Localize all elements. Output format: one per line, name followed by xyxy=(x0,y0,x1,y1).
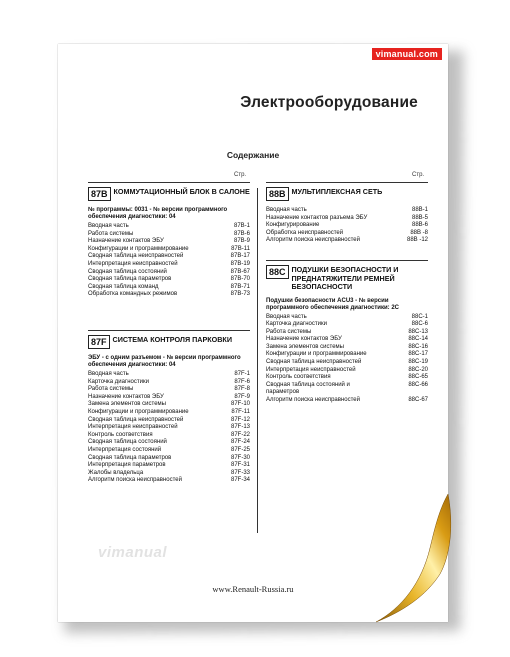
toc-entry xyxy=(88,223,250,231)
toc-entry-page: 88C-6 xyxy=(411,321,428,328)
toc-entry-page: 88C-19 xyxy=(408,359,428,366)
page-column-label-left: Стр. xyxy=(234,172,247,178)
toc-entry-label: Сводная таблица неисправностей xyxy=(88,416,184,423)
toc-entry-label: Сводная таблица команд xyxy=(88,283,159,290)
toc-entry-page: 88C-67 xyxy=(408,397,428,404)
toc-entry-label: Сводная таблица неисправностей xyxy=(88,253,184,260)
toc-entry-label: Обработка неисправностей xyxy=(266,229,344,236)
toc-entry-page: 88B -12 xyxy=(406,237,428,244)
toc-entry-label: Конфигурации и программирование xyxy=(266,351,367,358)
toc-entry-label: Контроль соответствия xyxy=(88,431,153,438)
toc-entry-label: Сводная таблица параметров xyxy=(88,276,172,283)
toc-entry-label: Вводная часть xyxy=(266,207,307,213)
toc-entry xyxy=(88,238,250,246)
toc-entry-page: 87F-11 xyxy=(231,408,250,415)
toc-entry-page: 87B-9 xyxy=(233,238,250,245)
toc-entry xyxy=(266,336,428,344)
toc-entry xyxy=(88,424,250,432)
toc-entry-page: 87F-30 xyxy=(230,454,250,461)
toc-entry xyxy=(266,351,428,359)
watermark-bottom: vimanual xyxy=(98,544,168,561)
toc-entry-page: 88C-20 xyxy=(408,366,428,373)
section-rule xyxy=(88,182,250,183)
section-88c xyxy=(266,260,428,405)
toc-entry-page: 87B-73 xyxy=(230,291,250,298)
section-87b xyxy=(88,182,250,299)
section-subtitle: Подушки безопасности ACU3 - № версии программного обеспечения диагностики: 2C xyxy=(266,297,399,311)
toc-entry-label: Контроль соответствия xyxy=(266,374,331,381)
toc-entry-page: 87B-11 xyxy=(231,245,250,252)
toc-entry-page: 87B-71 xyxy=(230,283,250,290)
toc-entry xyxy=(266,359,428,367)
toc-entry-page: 88C-17 xyxy=(408,351,428,358)
section-rule xyxy=(266,260,428,261)
toc-entry-page: 87F-31 xyxy=(230,462,250,469)
toc-entry-label: Сводная таблица состояний и параметров xyxy=(266,381,350,396)
toc-entry-label: Замена элементов системы xyxy=(88,401,166,408)
toc-entry-label: Конфигурации и программирование xyxy=(88,245,189,252)
toc-list xyxy=(88,371,250,485)
toc-entry xyxy=(266,237,428,245)
toc-entry xyxy=(88,462,250,470)
toc-entry-label: Вводная часть xyxy=(266,313,307,320)
toc-entry-page: 88B-1 xyxy=(411,207,428,213)
toc-entry xyxy=(88,409,250,417)
toc-entry xyxy=(88,231,250,239)
toc-entry xyxy=(88,439,250,447)
toc-entry-label: Конфигурации и программирование xyxy=(88,408,189,415)
toc-entry-page: 87F-10 xyxy=(230,401,250,408)
toc-list xyxy=(266,207,428,245)
document-title: Электрооборудование xyxy=(240,94,418,111)
section-code: 87B xyxy=(88,187,111,201)
toc-entry xyxy=(88,394,250,402)
toc-entry-label: Обработка командных режимов xyxy=(88,291,178,298)
toc-entry-page: 87F-25 xyxy=(230,446,250,453)
toc-entry-page: 88C-65 xyxy=(408,374,428,381)
section-title: МУЛЬТИПЛЕКСНАЯ СЕТЬ xyxy=(291,187,383,196)
toc-entry xyxy=(88,261,250,269)
toc-entry-label: Сводная таблица состояний xyxy=(88,439,167,446)
toc-entry xyxy=(88,401,250,409)
section-rule xyxy=(266,182,428,183)
toc-entry-page: 87B-67 xyxy=(230,268,250,275)
toc-entry-page: 88B-5 xyxy=(411,214,428,221)
toc-title: Содержание xyxy=(226,150,280,160)
toc-entry-label: Конфигурирование xyxy=(266,222,320,229)
page-column-label-right: Стр. xyxy=(412,172,425,178)
section-title: ПОДУШКИ БЕЗОПАСНОСТИ И ПРЕДНАТЯЖИТЕЛИ РЕМНЕЙ БЕЗОПАСНОСТИ xyxy=(291,265,399,291)
toc-entry xyxy=(88,291,250,299)
toc-entry-label: Интерпретация состояний xyxy=(88,446,162,453)
toc-entry xyxy=(266,329,428,337)
toc-entry-label: Алгоритм поиска неисправностей xyxy=(266,237,360,244)
toc-entry xyxy=(266,382,428,397)
toc-entry xyxy=(266,397,428,405)
toc-entry-label: Назначение контактов ЭБУ xyxy=(88,393,164,400)
toc-entry-page: 87B-17 xyxy=(230,253,250,260)
toc-entry xyxy=(266,314,428,322)
toc-entry xyxy=(266,367,428,375)
toc-entry xyxy=(266,374,428,382)
toc-entry-page: 87F-33 xyxy=(230,469,250,476)
toc-entry xyxy=(88,477,250,485)
toc-entry xyxy=(88,269,250,277)
toc-entry-page: 87B-1 xyxy=(233,223,250,229)
toc-entry-label: Работа системы xyxy=(266,328,312,335)
column-divider xyxy=(257,188,258,533)
toc-entry xyxy=(88,253,250,261)
toc-list xyxy=(88,223,250,299)
section-subtitle: № программы: 0031 - № версии программного обеспечения диагностики: 04 xyxy=(88,207,228,220)
toc-entry-page: 88B -8 xyxy=(410,229,428,236)
toc-entry-label: Замена элементов системы xyxy=(266,343,344,350)
page-curl-icon xyxy=(368,486,460,632)
toc-entry-page: 87F-24 xyxy=(230,439,250,446)
section-code: 88C xyxy=(266,265,289,279)
section-title: КОММУТАЦИОННЫЙ БЛОК В САЛОНЕ xyxy=(113,187,250,196)
toc-entry-label: Карточка диагностики xyxy=(88,378,149,385)
section-code: 87F xyxy=(88,335,110,349)
toc-entry-page: 88C-16 xyxy=(408,343,428,350)
section-rule xyxy=(88,330,250,331)
toc-entry-page: 87F-9 xyxy=(234,393,250,400)
toc-entry-label: Сводная таблица состояний xyxy=(88,268,167,275)
toc-entry xyxy=(88,447,250,455)
toc-entry xyxy=(88,284,250,292)
toc-entry-label: Назначение контактов ЭБУ xyxy=(88,238,164,245)
toc-entry-label: Карточка диагностики xyxy=(266,321,327,328)
toc-entry-page: 88C-1 xyxy=(411,313,428,320)
toc-entry-page: 87F-12 xyxy=(230,416,250,423)
toc-entry xyxy=(266,207,428,215)
toc-entry-page: 87F-1 xyxy=(234,371,250,377)
toc-entry-label: Интерпретация неисправностей xyxy=(88,424,178,431)
toc-entry-label: Интерпретация параметров xyxy=(88,462,166,469)
toc-entry-label: Работа системы xyxy=(88,230,134,237)
toc-entry-page: 88C-66 xyxy=(408,381,428,388)
toc-entry-label: Работа системы xyxy=(88,386,134,393)
toc-entry xyxy=(266,321,428,329)
toc-entry xyxy=(266,222,428,230)
section-subtitle: ЭБУ - с одним разъемом - № версии программного обеспечения диагностики: 04 xyxy=(88,355,241,368)
toc-entry-page: 87B-19 xyxy=(230,260,250,267)
toc-entry-label: Алгоритм поиска неисправностей xyxy=(88,477,182,484)
toc-entry-label: Вводная часть xyxy=(88,371,129,377)
toc-entry xyxy=(88,371,250,379)
watermark-top: vimanual.com xyxy=(372,48,442,60)
toc-entry-page: 87B-6 xyxy=(233,230,250,237)
toc-entry-page: 87F-34 xyxy=(230,477,250,484)
toc-entry-page: 88B-6 xyxy=(411,222,428,229)
toc-entry-label: Сводная таблица неисправностей xyxy=(266,359,362,366)
section-87f xyxy=(88,330,250,485)
section-title: СИСТЕМА КОНТРОЛЯ ПАРКОВКИ xyxy=(112,335,232,344)
toc-entry xyxy=(88,276,250,284)
toc-entry-label: Интерпретация неисправностей xyxy=(88,260,178,267)
toc-entry xyxy=(88,386,250,394)
footer-url: www.Renault-Russia.ru xyxy=(212,584,294,594)
toc-entry-label: Вводная часть xyxy=(88,223,129,229)
toc-entry xyxy=(88,455,250,463)
toc-entry-page: 88C-13 xyxy=(408,328,428,335)
toc-entry-label: Жалобы владельца xyxy=(88,469,144,476)
toc-list xyxy=(266,314,428,405)
toc-entry-label: Назначение контактов ЭБУ xyxy=(266,336,342,343)
toc-entry-page: 87F-6 xyxy=(234,378,250,385)
toc-entry-page: 87B-70 xyxy=(230,276,250,283)
section-88b xyxy=(266,182,428,245)
toc-entry-label: Назначение контактов разъема ЭБУ xyxy=(266,214,368,221)
toc-entry-label: Алгоритм поиска неисправностей xyxy=(266,397,360,404)
toc-entry-page: 87F-13 xyxy=(230,424,250,431)
toc-entry-page: 87F-8 xyxy=(234,386,250,393)
toc-entry xyxy=(266,215,428,223)
toc-entry-page: 87F-22 xyxy=(230,431,250,438)
toc-entry-label: Сводная таблица параметров xyxy=(88,454,172,461)
toc-entry-page: 88C-14 xyxy=(408,336,428,343)
toc-entry xyxy=(88,379,250,387)
toc-entry-label: Интерпретация неисправностей xyxy=(266,366,356,373)
section-code: 88B xyxy=(266,187,289,201)
toc-entry xyxy=(266,344,428,352)
